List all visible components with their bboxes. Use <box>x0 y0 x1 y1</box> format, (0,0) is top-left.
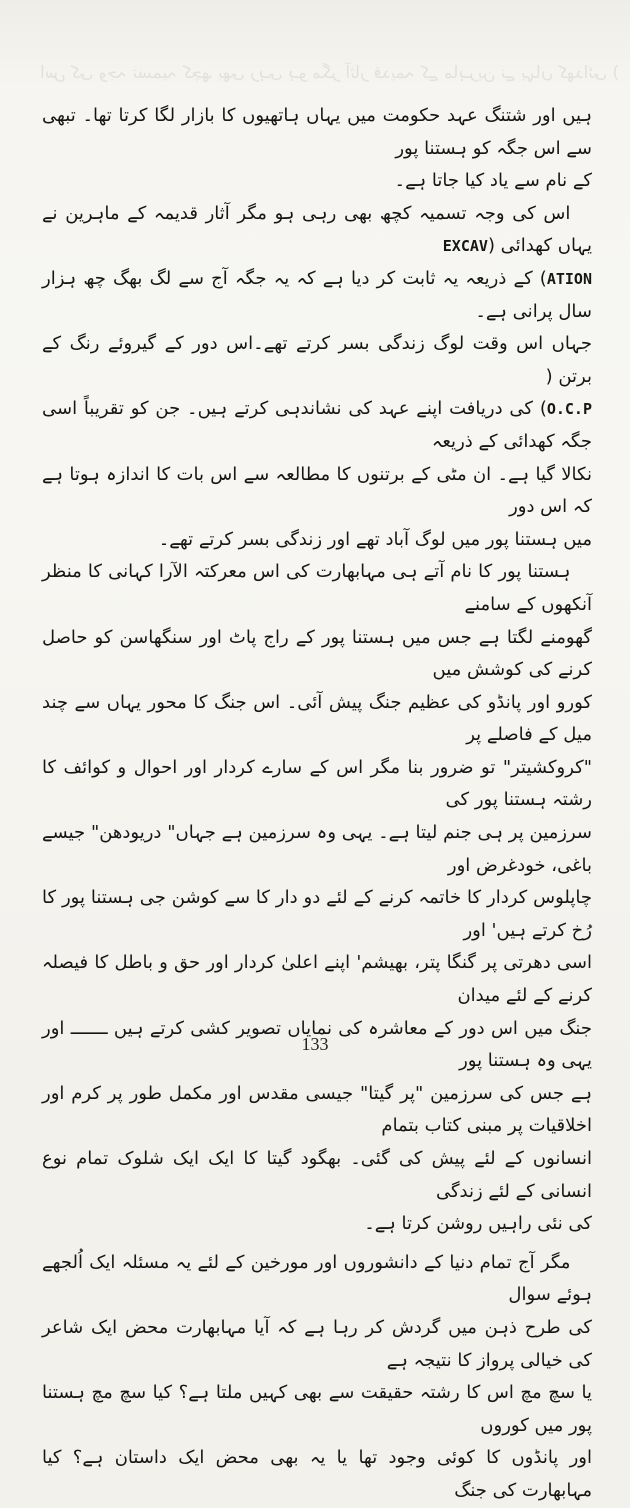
text-line-part: ) کی دریافت اپنے عہد کی نشاندہی کرتے ہیں۔ جن کو تقریباً اسی جگہ کھدائی کے ذریعہ <box>42 398 592 452</box>
text-line: میں ہستنا پور میں لوگ آباد تھے اور زندگی بسر کرتے تھے۔ <box>158 528 592 550</box>
text-line: جنگ میں اس دور کے معاشرہ کی نمایاں تصویر کشی کرتے ہیں ـــــــ اور یہی وہ ہستنا پور <box>42 1017 592 1072</box>
text-line: جہاں اس وقت لوگ زندگی بسر کرتے تھے۔اس دور کے گیروئے رنگ کے برتن ( <box>42 333 592 387</box>
text-line: اور پانڈوں کا کوئی وجود تھا یا یہ بھی محض ایک داستان ہے؟ کیا مہابھارت کی جنگ <box>42 1447 592 1501</box>
latin-term: EXCAV <box>442 237 488 256</box>
text-line-part: ) کے ذریعہ یہ ثابت کر دیا ہے کہ یہ جگہ آج سے لگ بھگ چھ ہزار سال پرانی ہے۔ <box>42 267 592 322</box>
text-line: اسی دھرتی پر گنگا پتر، بھیشم' اپنے اعلیٰ کردار اور حق و باطل کا فیصلہ کرنے کے لئے میدان <box>42 952 592 1007</box>
text-line: ہستنا پور کا نام آتے ہی مہابھارت کی اس معرکتہ الآرا کہانی کا منظر آنکھوں کے سامنے <box>42 561 592 615</box>
text-line-part: اس کی وجہ تسمیہ کچھ بھی رہی ہو مگر آثار قدیمہ کے ماہرین نے یہاں کھدائی ( <box>42 202 592 257</box>
text-line: ہیں اور شتنگ عہد حکومت میں یہاں ہاتھیوں کا بازار لگا کرتا تھا۔ تبھی سے اس جگہ کو ہستنا پور <box>42 105 592 159</box>
latin-term: ATION <box>546 269 592 288</box>
text-line: گھومنے لگتا ہے جس میں ہستنا پور کے راج پاٹ اور سنگھاسن کو حاصل کرنے کی کوشش میں <box>42 626 592 681</box>
text-line: مگر آج تمام دنیا کے دانشوروں اور مورخین کے لئے یہ مسئلہ ایک اُلجھے ہوئے سوال <box>42 1251 592 1306</box>
text-line: کی طرح ذہن میں گردش کر رہا ہے کہ آیا مہابھارت محض ایک شاعر کی خیالی پرواز کا نتیجہ ہے <box>42 1316 592 1371</box>
text-line: کی نئی راہیں روشن کرتا ہے۔ <box>364 1213 592 1235</box>
text-line: یا سچ مچ اس کا رشتہ حقیقت سے بھی کہیں ملتا ہے؟ کیا سچ مچ ہستنا پور میں کوروں <box>42 1382 592 1436</box>
text-line: ہے جس کی سرزمین "پر گیتا" جیسی مقدس اور مکمل طور پر کرم اور اخلاقیات پر مبنی کتاب بتمام <box>42 1082 592 1137</box>
page-number: 133 <box>301 1034 329 1054</box>
text-line: کورو اور پانڈو کی عظیم جنگ پیش آئی۔ اس جنگ کا محور یہاں سے چند میل کے فاصلے پر <box>42 691 592 746</box>
text-line: "کروکشیتر" تو ضرور بنا مگر اس کے سارے کردار اور احوال و کوائف کا رشتہ ہستنا پور کی <box>42 756 592 811</box>
text-line: سرزمین پر ہی جنم لیتا ہے۔ یہی وہ سرزمین ہے جہاں" دریودھن" جیسے باغی، خودغرض اور <box>42 822 592 876</box>
latin-term: O.C.P <box>546 400 592 419</box>
text-line <box>42 198 592 263</box>
text-line <box>42 263 592 328</box>
text-line: انسانوں کے لئے پیش کی گئی۔ بھگود گیتا کا ایک ایک شلوک تمام نوع انسانی کے لئے زندگی <box>42 1148 592 1202</box>
show-through-text: اس کی وجہ تسمیہ کچھ بھی رہی ہو مگر آثار قدیمہ کے ماہرین نے یہاں کھدائی ( <box>40 63 620 83</box>
text-line: نکالا گیا ہے۔ ان مٹی کے برتنوں کا مطالعہ سے اس بات کا اندازہ ہوتا ہے کہ اس دور <box>42 463 592 518</box>
text-line: چاپلوس کردار کا خاتمہ کرنے کے لئے دو دار کا سے کوشن جی ہستنا پور کا رُخ کرتے ہیں' اور <box>42 887 592 941</box>
urdu-body-text <box>42 100 592 1508</box>
text-line: کے نام سے یاد کیا جاتا ہے۔ <box>394 170 592 192</box>
text-line <box>42 393 592 458</box>
